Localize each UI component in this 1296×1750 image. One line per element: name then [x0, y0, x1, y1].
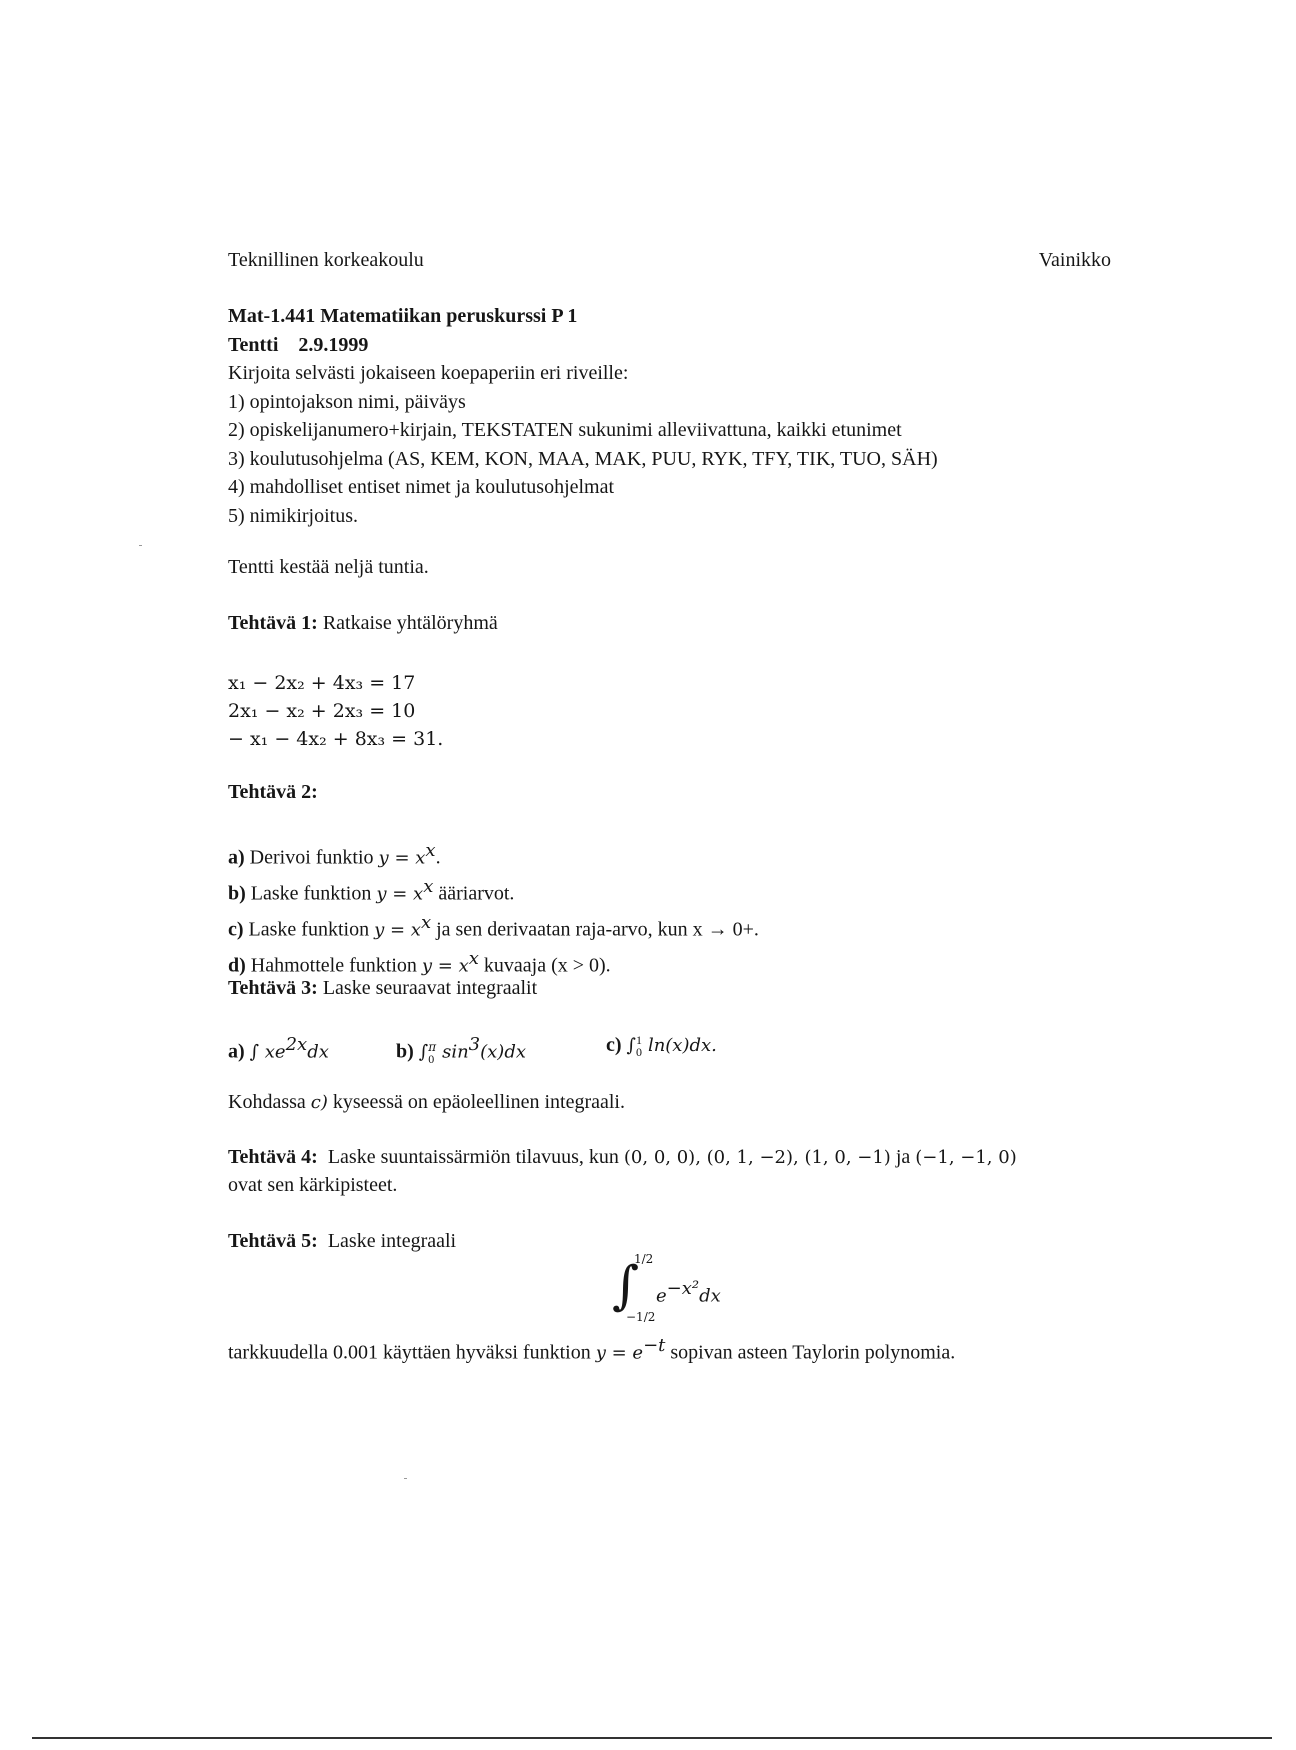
integral-letter: b) [396, 1040, 414, 1063]
instruction-item: 5) nimikirjoitus. [228, 504, 358, 527]
task3-note [228, 1091, 625, 1114]
instruction-item: 2) opiskelijanumero+kirjain, TEKSTATEN sukunimi alleviivattuna, kaikki etunimet [228, 419, 902, 441]
integral-limits [428, 1041, 436, 1065]
integral-body: ln(x)dx. [647, 1035, 717, 1056]
integrand-sup: −x² [666, 1278, 700, 1299]
part-text: Hahmottele funktion [250, 955, 417, 978]
integral-sign: ∫ [612, 1256, 640, 1316]
task2-part-b [228, 873, 759, 909]
upper-limit: π [428, 1040, 437, 1055]
part-after: kuvaaja (x > 0). [478, 955, 611, 978]
integral-a [228, 1034, 329, 1064]
equation: − x₁ − 4x₂ + 8x₃ = 31. [228, 728, 444, 750]
integral-tail: dx [307, 1041, 329, 1063]
integral-sup: 2x [285, 1034, 308, 1055]
integral-expr: ∫ xe [249, 1041, 286, 1063]
task4-last-point: (−1, −1, 0) [915, 1147, 1017, 1168]
after-suffix: sopivan asteen Taylorin polynomia. [670, 1341, 956, 1364]
scan-mark [139, 545, 142, 546]
lower-limit: 0 [635, 1045, 642, 1060]
institution-name: Teknillinen korkeakoulu [228, 249, 424, 271]
task4-and: ja [895, 1146, 911, 1168]
part-after: ääriarvot. [433, 882, 515, 905]
task1-label: Tehtävä 1: [228, 612, 318, 634]
part-letter: a) [228, 846, 245, 869]
equation: 2x₁ − x₂ + 2x₃ = 10 [228, 700, 416, 722]
part-text: Derivoi funktio [249, 846, 374, 869]
part-math: y = x [378, 847, 426, 869]
task2-label: Tehtävä 2: [228, 781, 318, 803]
equation: x₁ − 2x₂ + 4x₃ = 17 [228, 672, 416, 694]
integral-letter: c) [606, 1034, 622, 1056]
part-after: . [435, 846, 441, 869]
exam-date: 2.9.1999 [298, 333, 369, 356]
note-suffix: kyseessä on epäoleellinen integraali. [332, 1091, 625, 1113]
integral-sign: ∫ [626, 1035, 636, 1056]
task4-text: Laske suuntaissärmiön tilavuus, kun [327, 1146, 619, 1168]
task2-part-a [228, 837, 759, 873]
page-edge-line [32, 1737, 1272, 1739]
task4-line1 [228, 1146, 1017, 1169]
scan-mark [404, 1478, 407, 1479]
task4-label: Tehtävä 4: [228, 1146, 318, 1168]
exam-header-block [228, 302, 938, 530]
after-prefix: tarkkuudella 0.001 käyttäen hyväksi funktion [228, 1341, 591, 1364]
part-math: y = x [374, 919, 421, 941]
integral-limits [636, 1034, 642, 1058]
integral-sign: ∫ [418, 1041, 429, 1063]
exam-label: Tentti [228, 333, 279, 356]
upper-limit: 1/2 [634, 1252, 654, 1266]
instructions-intro: Kirjoita selvästi jokaiseen koepaperiin eri riveille: [228, 362, 629, 384]
exam-date-line [228, 331, 938, 360]
integrand-base: e [656, 1285, 667, 1307]
note-prefix: Kohdassa [228, 1091, 306, 1113]
integral-sup: 3 [468, 1034, 481, 1055]
lower-limit: 0 [428, 1052, 435, 1067]
integral-c [606, 1034, 717, 1058]
part-letter: b) [228, 882, 246, 905]
task4-points: (0, 0, 0), (0, 1, −2), (1, 0, −1) [623, 1147, 891, 1168]
task3-label: Tehtävä 3: [228, 977, 318, 999]
teacher-name: Vainikko [1038, 249, 1111, 271]
part-sup: x [468, 948, 479, 970]
part-text: Laske funktion [248, 918, 370, 941]
integrand [656, 1278, 721, 1308]
task2-part-c [228, 909, 759, 945]
task1-heading [228, 612, 498, 635]
part-sup: x [423, 876, 434, 898]
exam-duration: Tentti kestää neljä tuntia. [228, 556, 429, 578]
part-math: y = x [421, 956, 469, 978]
part-sup: x [425, 840, 436, 861]
instruction-item: 4) mahdolliset entiset nimet ja koulutusohjelmat [228, 476, 615, 498]
instruction-item: 1) opintojakson nimi, päiväys [228, 390, 466, 413]
equation-system [228, 669, 443, 753]
course-title: Mat-1.441 Matematiikan peruskurssi P 1 [228, 305, 578, 327]
after-math: y = e [595, 1342, 644, 1364]
task3-heading [228, 977, 537, 1000]
task5-heading [228, 1230, 456, 1253]
task3-text: Laske seuraavat integraalit [322, 977, 538, 999]
part-text: Laske funktion [250, 882, 372, 905]
note-math: c) [310, 1092, 328, 1113]
part-sup: x [420, 912, 432, 934]
integral-letter: a) [228, 1040, 245, 1063]
upper-limit: 1 [635, 1033, 642, 1048]
part-letter: d) [228, 955, 246, 978]
task1-text: Ratkaise yhtälöryhmä [322, 612, 498, 634]
task5-label: Tehtävä 5: [228, 1230, 318, 1252]
integrand-tail: dx [699, 1285, 721, 1307]
task2-parts [228, 837, 759, 982]
integral-body: sin [442, 1041, 469, 1063]
task4-line2: ovat sen kärkipisteet. [228, 1174, 398, 1196]
lower-limit: −1/2 [626, 1310, 656, 1324]
after-sup: −t [643, 1335, 666, 1356]
task5-text: Laske integraali [327, 1230, 457, 1252]
part-letter: c) [228, 918, 244, 941]
task5-integral [612, 1254, 752, 1344]
task5-after [228, 1335, 955, 1365]
instruction-item: 3) koulutusohjelma (AS, KEM, KON, MAA, MAK, PUU, RYK, TFY, TIK, TUO, SÄH) [228, 447, 938, 470]
integral-b [396, 1034, 526, 1065]
part-after: ja sen derivaatan raja-arvo, kun x → 0+. [431, 918, 759, 941]
integral-tail: (x)dx [480, 1041, 526, 1063]
part-math: y = x [376, 883, 424, 905]
